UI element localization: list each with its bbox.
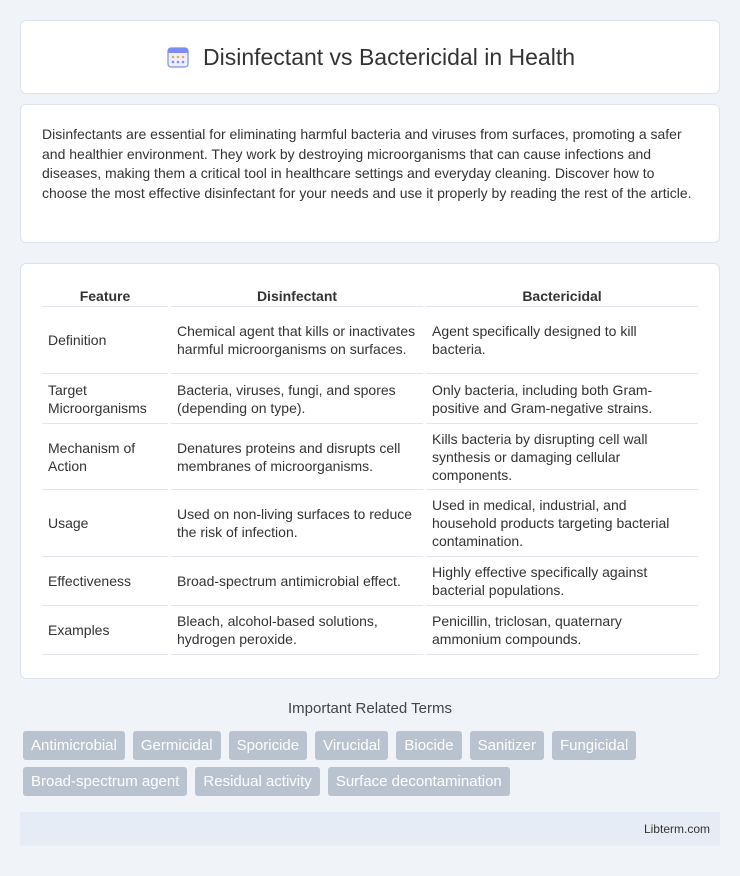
table-header-row — [42, 284, 698, 307]
table-cell: Bleach, alcohol-based solutions, hydrogen peroxide. — [171, 606, 423, 655]
table-cell: Kills bacteria by disrupting cell wall synthesis or damaging cellular components. — [426, 424, 698, 490]
related-term-tag[interactable]: Broad-spectrum agent — [23, 767, 187, 796]
related-term-tag[interactable]: Antimicrobial — [23, 731, 125, 760]
column-header: Disinfectant — [171, 284, 423, 307]
table-cell: Denatures proteins and disrupts cell membranes of microorganisms. — [171, 424, 423, 490]
comparison-table-card — [20, 263, 720, 679]
footer-site-link[interactable]: Libterm.com — [643, 822, 710, 836]
table-row — [42, 557, 698, 606]
intro-card — [20, 104, 720, 243]
table-row — [42, 307, 698, 374]
table-cell: Definition — [42, 307, 168, 374]
related-terms-title: Important Related Terms — [288, 700, 452, 717]
related-terms-list — [23, 731, 723, 796]
related-term-tag[interactable]: Virucidal — [315, 731, 388, 760]
header-card — [20, 20, 720, 94]
table-cell: Target Microorganisms — [42, 374, 168, 424]
table-row — [42, 374, 698, 424]
related-term-tag[interactable]: Surface decontamination — [328, 767, 510, 796]
column-header: Bactericidal — [426, 284, 698, 307]
table-cell: Used in medical, industrial, and household products targeting bacterial contamination. — [426, 490, 698, 557]
table-cell: Chemical agent that kills or inactivates harmful microorganisms on surfaces. — [171, 307, 423, 374]
footer — [20, 812, 720, 846]
intro-text: Disinfectants are essential for eliminating harmful bacteria and viruses from surfaces, promoting a safer and healthier environment. They work by destroying microorganisms that can cause infections and diseases, making them a critical tool in healthcare settings and everyday cleaning. Discover how to choose the most effective disinfectant for your needs and use it properly by reading the rest of the article. — [42, 126, 692, 201]
table-cell: Mechanism of Action — [42, 424, 168, 490]
table-cell: Highly effective specifically against bacterial populations. — [426, 557, 698, 606]
table-cell: Broad-spectrum antimicrobial effect. — [171, 557, 423, 606]
related-term-tag[interactable]: Fungicidal — [552, 731, 636, 760]
table-row — [42, 424, 698, 490]
table-row — [42, 490, 698, 557]
related-term-tag[interactable]: Biocide — [396, 731, 461, 760]
comparison-table — [39, 284, 701, 655]
table-cell: Bacteria, viruses, fungi, and spores (depending on type). — [171, 374, 423, 424]
table-cell: Examples — [42, 606, 168, 655]
table-cell: Effectiveness — [42, 557, 168, 606]
related-term-tag[interactable]: Germicidal — [133, 731, 221, 760]
related-term-tag[interactable]: Residual activity — [195, 767, 319, 796]
column-header: Feature — [42, 284, 168, 307]
related-term-tag[interactable]: Sporicide — [229, 731, 308, 760]
table-cell: Penicillin, triclosan, quaternary ammonium compounds. — [426, 606, 698, 655]
table-cell: Used on non-living surfaces to reduce the risk of infection. — [171, 490, 423, 557]
table-row — [42, 606, 698, 655]
page-title: Disinfectant vs Bactericidal in Health — [203, 43, 575, 70]
table-cell: Usage — [42, 490, 168, 557]
calendar-icon — [165, 44, 191, 70]
related-term-tag[interactable]: Sanitizer — [470, 731, 544, 760]
table-cell: Agent specifically designed to kill bacteria. — [426, 307, 698, 374]
table-cell: Only bacteria, including both Gram-positive and Gram-negative strains. — [426, 374, 698, 424]
